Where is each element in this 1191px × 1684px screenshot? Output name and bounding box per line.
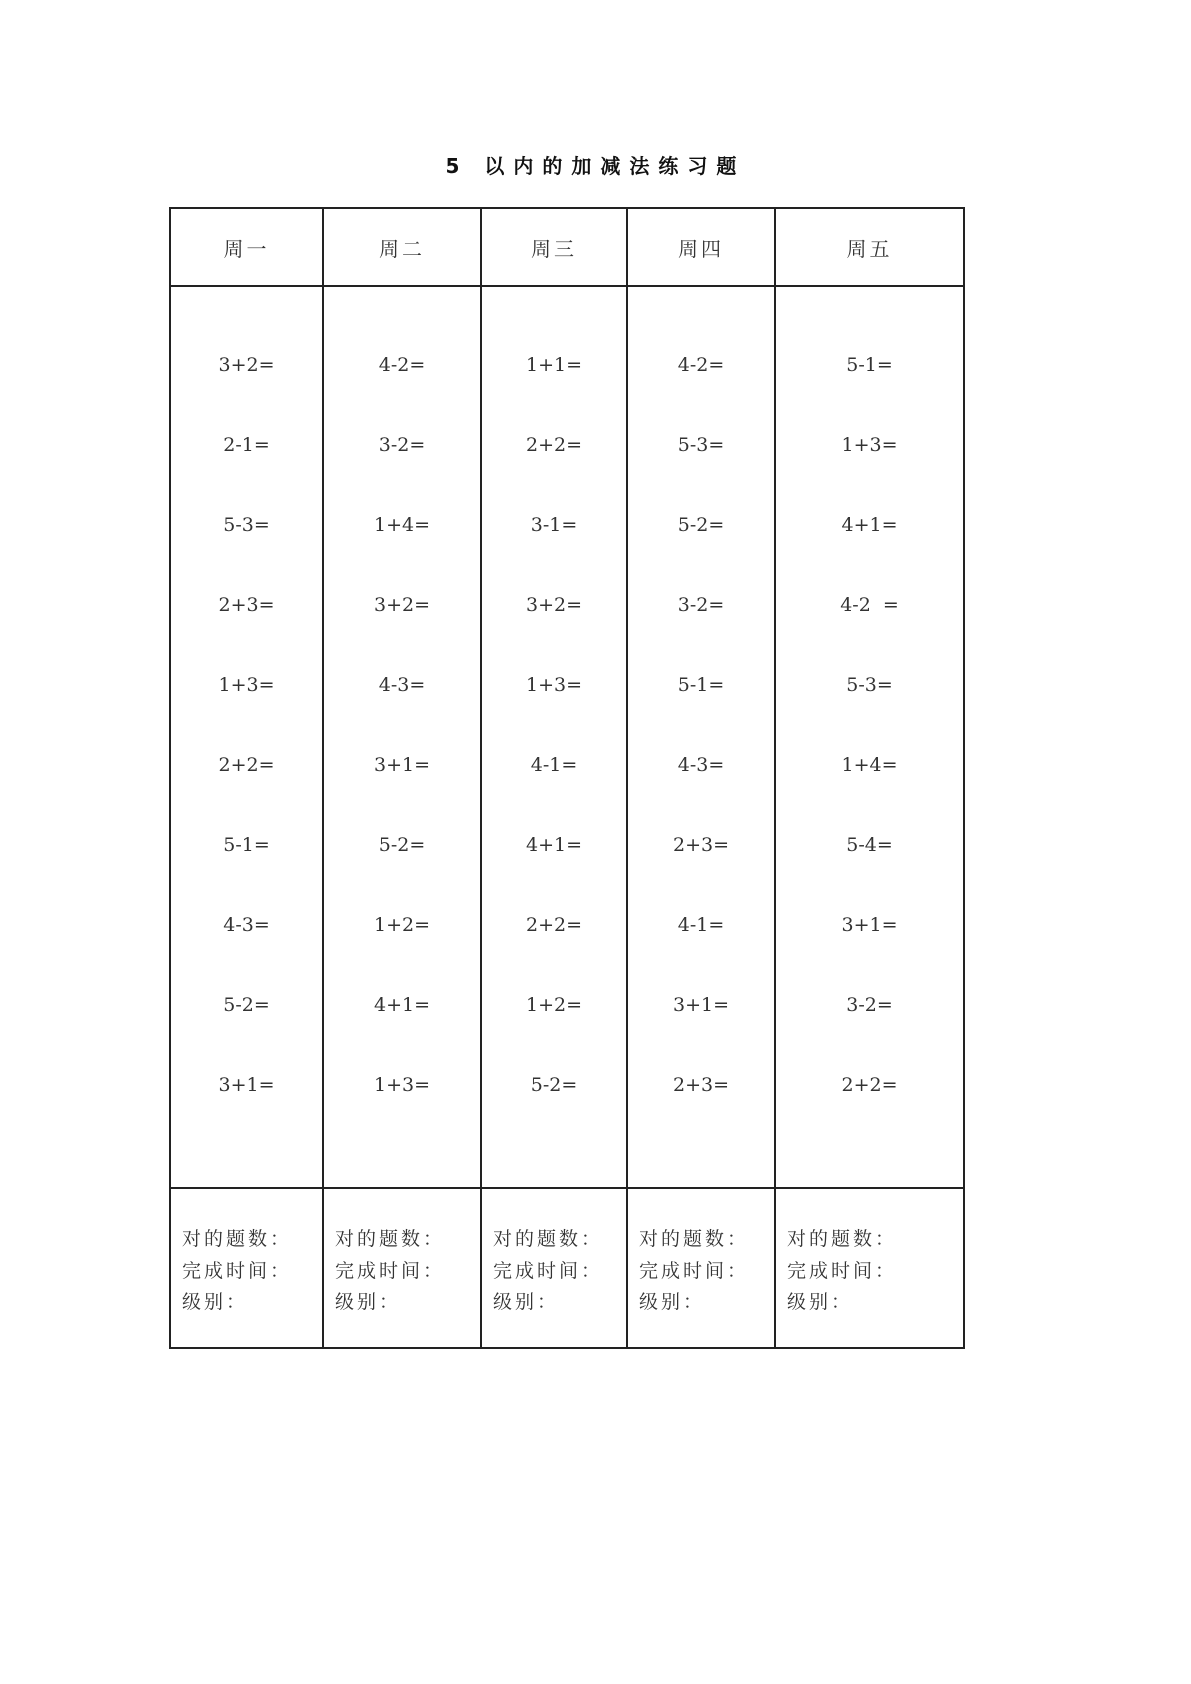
equation: 5-1= xyxy=(223,834,270,856)
time-taken-label: 完成时间： xyxy=(639,1259,750,1282)
equation: 5-1= xyxy=(677,674,725,696)
day-header-wednesday: 周三 xyxy=(481,208,627,286)
equation: 5-2= xyxy=(223,994,270,1016)
equations-cell-monday xyxy=(170,286,323,1188)
level-label: 级别： xyxy=(639,1291,706,1313)
equation: 1+3= xyxy=(841,434,898,456)
equation: 4+1= xyxy=(841,514,898,536)
equations-row xyxy=(170,286,964,1188)
equation: 2+3= xyxy=(672,1074,730,1096)
day-header-thursday: 周四 xyxy=(627,208,775,286)
level-label: 级别： xyxy=(493,1291,560,1313)
equation: 3+1= xyxy=(841,914,898,936)
equation: 1+2= xyxy=(373,914,431,936)
day-header-monday: 周一 xyxy=(170,208,323,286)
level-label: 级别： xyxy=(182,1291,249,1313)
correct-count-label: 对的题数： xyxy=(182,1228,293,1250)
level-label: 级别： xyxy=(787,1291,854,1313)
equation: 2+2= xyxy=(525,914,583,936)
results-cell-friday xyxy=(775,1188,964,1348)
equation: 5-4= xyxy=(846,834,893,856)
equation: 4-2= xyxy=(378,354,426,376)
equation: 1+2= xyxy=(525,994,583,1016)
equations-cell-thursday xyxy=(627,286,775,1188)
equation-list xyxy=(776,351,963,1151)
day-header-row xyxy=(170,208,964,286)
results-cell-monday xyxy=(170,1188,323,1348)
equation: 4-3= xyxy=(378,674,426,696)
equation-list xyxy=(171,351,322,1151)
equation: 2+2= xyxy=(218,754,275,776)
equation: 3-1= xyxy=(530,514,578,536)
equation: 5-2= xyxy=(530,1074,578,1096)
equation: 5-2= xyxy=(677,514,725,536)
correct-count-label: 对的题数： xyxy=(335,1228,446,1250)
equation: 2+2= xyxy=(841,1074,898,1096)
correct-count-label: 对的题数： xyxy=(787,1228,898,1250)
equations-cell-friday xyxy=(775,286,964,1188)
equation: 4-2 = xyxy=(840,594,899,616)
time-taken-label: 完成时间： xyxy=(182,1259,293,1282)
equation: 1+4= xyxy=(373,514,431,536)
equation: 1+3= xyxy=(218,674,275,696)
equation: 3+1= xyxy=(672,994,730,1016)
equation: 3+1= xyxy=(373,754,431,776)
equation: 4-3= xyxy=(223,914,270,936)
equation: 4-3= xyxy=(677,754,725,776)
equation: 5-1= xyxy=(846,354,893,376)
equation: 3-2= xyxy=(677,594,725,616)
correct-count-label: 对的题数： xyxy=(493,1228,604,1250)
practice-table xyxy=(169,207,965,1349)
equation-list xyxy=(482,351,626,1151)
equation: 2+3= xyxy=(218,594,275,616)
equation: 2+3= xyxy=(672,834,730,856)
equation: 2-1= xyxy=(223,434,270,456)
time-taken-label: 完成时间： xyxy=(335,1259,446,1282)
equation: 4-2= xyxy=(677,354,725,376)
correct-count-label: 对的题数： xyxy=(639,1228,750,1250)
time-taken-label: 完成时间： xyxy=(493,1259,604,1282)
equation: 4-1= xyxy=(530,754,578,776)
results-cell-wednesday xyxy=(481,1188,627,1348)
results-cell-thursday xyxy=(627,1188,775,1348)
equation: 5-2= xyxy=(378,834,426,856)
equation: 1+3= xyxy=(373,1074,431,1096)
time-taken-label: 完成时间： xyxy=(787,1259,898,1282)
equation: 5-3= xyxy=(677,434,725,456)
equation: 3-2= xyxy=(378,434,426,456)
equation: 2+2= xyxy=(525,434,583,456)
worksheet-title: 5 以内的加减法练习题 xyxy=(445,154,746,178)
results-row xyxy=(170,1188,964,1348)
equations-cell-wednesday xyxy=(481,286,627,1188)
equation: 3+2= xyxy=(218,354,275,376)
level-label: 级别： xyxy=(335,1291,402,1313)
equation-list xyxy=(628,351,774,1151)
equation: 3+2= xyxy=(525,594,583,616)
equation-list xyxy=(324,351,480,1151)
equation: 1+3= xyxy=(525,674,583,696)
day-header-friday: 周五 xyxy=(775,208,964,286)
equations-cell-tuesday xyxy=(323,286,481,1188)
equation: 3+1= xyxy=(218,1074,275,1096)
equation: 4+1= xyxy=(373,994,431,1016)
equation: 1+1= xyxy=(525,354,583,376)
equation: 5-3= xyxy=(223,514,270,536)
equation: 4-1= xyxy=(677,914,725,936)
equation: 3+2= xyxy=(373,594,431,616)
day-header-tuesday: 周二 xyxy=(323,208,481,286)
equation: 3-2= xyxy=(846,994,893,1016)
equation: 1+4= xyxy=(841,754,898,776)
equation: 5-3= xyxy=(846,674,893,696)
results-cell-tuesday xyxy=(323,1188,481,1348)
equation: 4+1= xyxy=(525,834,583,856)
